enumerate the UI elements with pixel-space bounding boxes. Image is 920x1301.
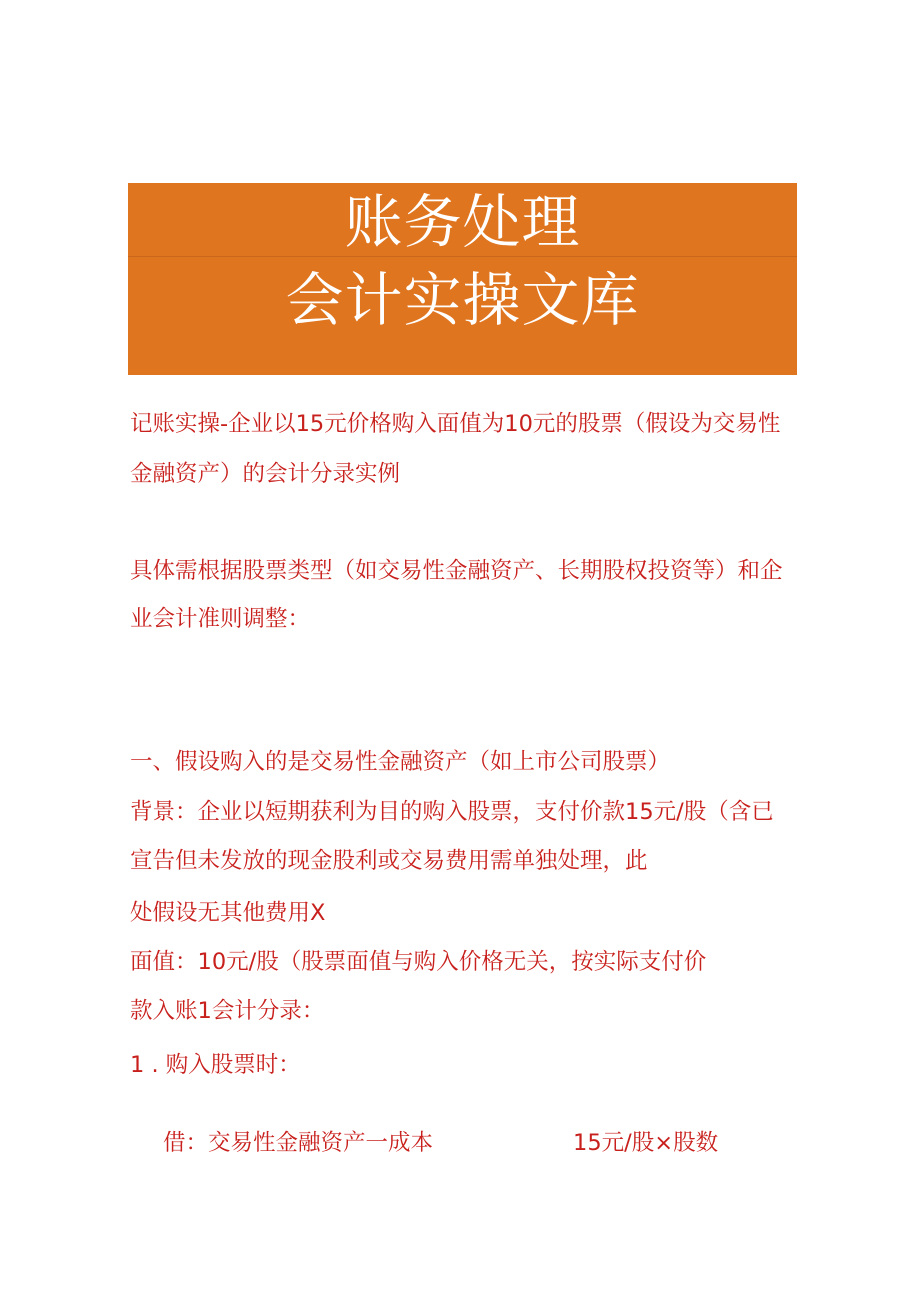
intro-line-1: 具体需根据股票类型（如交易性金融资产、长期股权投资等）和企: [130, 558, 783, 584]
face-value-line-2: 款入账1会计分录：: [130, 998, 325, 1024]
section-heading: 一、假设购入的是交易性金融资产（如上市公司股票）: [130, 749, 671, 775]
background-line-3: 处假设无其他费用X: [130, 900, 326, 926]
journal-entry-debit-amount: 15元/股×股数: [573, 1130, 719, 1156]
step-1-heading: 1 . 购入股票时：: [130, 1052, 301, 1078]
banner-title-line-1: 账务处理: [344, 188, 581, 256]
header-banner: [128, 183, 797, 375]
article-title-line-1: 记账实操-企业以15元价格购入面值为10元的股票（假设为交易性: [130, 411, 781, 437]
article-title-line-2: 金融资产）的会计分录实例: [130, 461, 401, 487]
banner-title-line-2: 会计实操文库: [285, 266, 640, 334]
background-line-2: 宣告但未发放的现金股利或交易费用需单独处理，此: [130, 848, 648, 874]
journal-entry-debit-account: 借：交易性金融资产一成本: [163, 1130, 434, 1156]
banner-divider: [128, 256, 797, 257]
intro-line-2: 业会计准则调整：: [130, 606, 311, 632]
background-line-1: 背景：企业以短期获利为目的购入股票，支付价款15元/股（含已: [130, 799, 774, 825]
face-value-line-1: 面值：10元/股（股票面值与购入价格无关，按实际支付价: [130, 949, 707, 975]
